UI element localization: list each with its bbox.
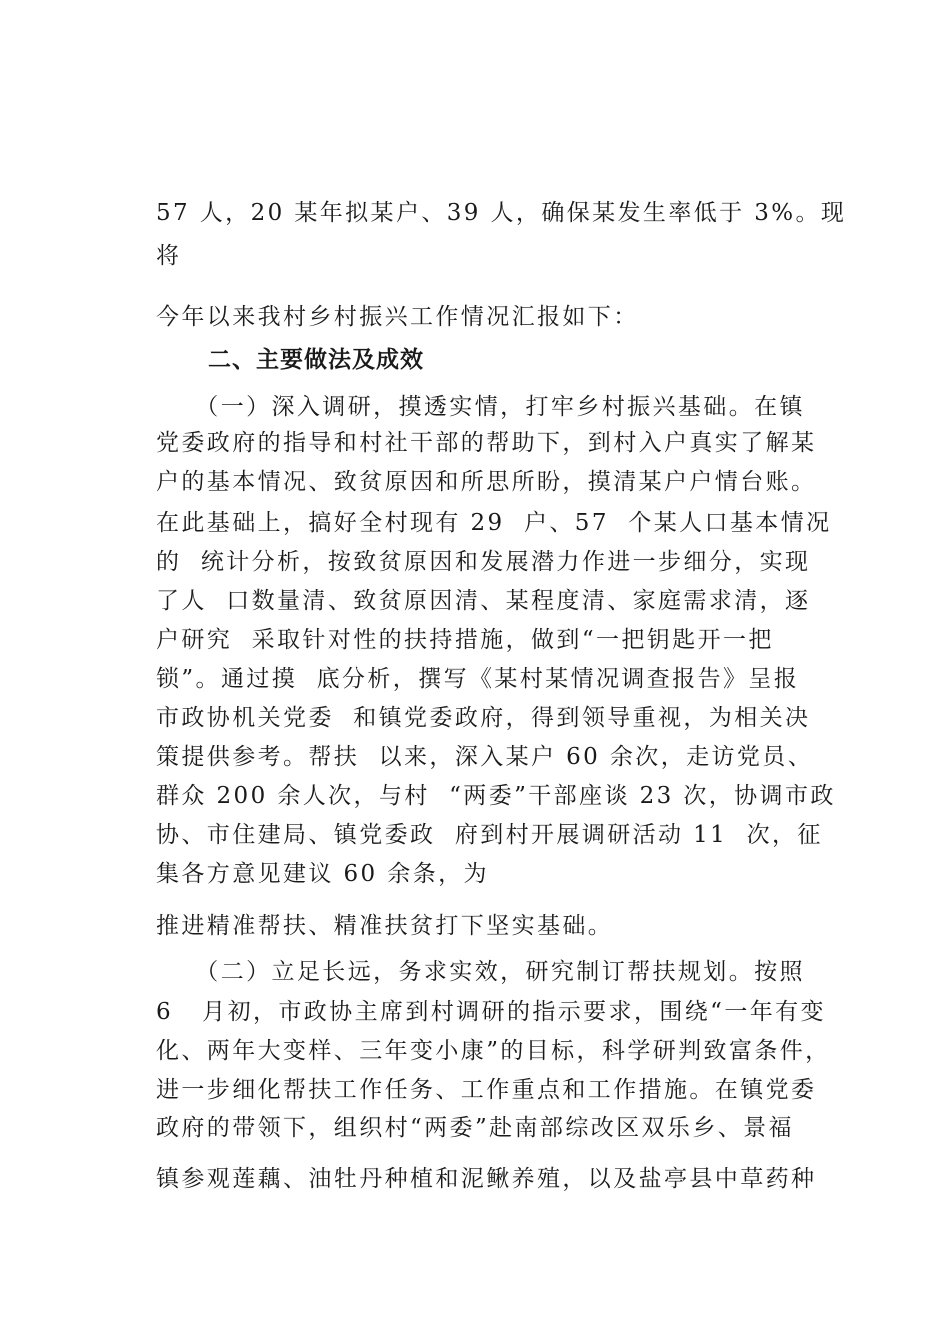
section-heading: 二、主要做法及成效 xyxy=(208,347,424,373)
paragraph-line: 锁”。通过摸 底分析，撰写《某村某情况调查报告》呈报 xyxy=(156,666,800,692)
paragraph-line: （二）立足长远，务求实效，研究制订帮扶规划。按照 xyxy=(156,959,805,985)
body-text-line: 今年以来我村乡村振兴工作情况汇报如下： xyxy=(156,304,639,330)
paragraph-line: 户研究 采取针对性的扶持措施，做到“一把钥匙开一把 xyxy=(156,627,774,653)
paragraph-line: 进一步细化帮扶工作任务、工作重点和工作措施。在镇党委 xyxy=(156,1077,817,1103)
paragraph-line: 了人 口数量清、致贫原因清、某程度清、家庭需求清，逐 xyxy=(156,588,811,614)
paragraph-line: 策提供参考。帮扶 以来，深入某户 60 余次，走访党员、 xyxy=(156,744,814,770)
paragraph-line: 的 统计分析，按致贫原因和发展潜力作进一步细分，实现 xyxy=(156,549,811,575)
paragraph-line: （一）深入调研，摸透实情，打牢乡村振兴基础。在镇 xyxy=(156,394,805,420)
paragraph-line: 协、市住建局、镇党委政 府到村开展调研活动 11 次，征 xyxy=(156,822,823,848)
paragraph-line: 6 月初，市政协主席到村调研的指示要求，围绕“一年有变 xyxy=(156,999,826,1025)
paragraph-line: 党委政府的指导和村社干部的帮助下，到村入户真实了解某 xyxy=(156,430,817,456)
body-text-line: 57 人，20 某年拟某户、39 人，确保某发生率低于 3%。现 xyxy=(156,200,847,226)
paragraph-line: 集各方意见建议 60 余条，为 xyxy=(156,861,489,887)
body-text-line: 将 xyxy=(156,243,182,269)
paragraph-line: 推进精准帮扶、精准扶贫打下坚实基础。 xyxy=(156,913,614,939)
paragraph-line: 镇参观莲藕、油牡丹种植和泥鳅养殖，以及盐亭县中草药种 xyxy=(156,1166,817,1192)
paragraph-line: 在此基础上，搞好全村现有 29 户、57 个某人口基本情况 xyxy=(156,510,832,536)
paragraph-line: 化、两年大变样、三年变小康”的目标，科学研判致富条件， xyxy=(156,1038,831,1064)
paragraph-line: 市政协机关党委 和镇党委政府，得到领导重视，为相关决 xyxy=(156,705,811,731)
paragraph-line: 政府的带领下，组织村“两委”赴南部综改区双乐乡、景福 xyxy=(156,1115,794,1141)
paragraph-line: 户的基本情况、致贫原因和所思所盼，摸清某户户情台账。 xyxy=(156,469,817,495)
paragraph-line: 群众 200 余人次，与村 “两委”干部座谈 23 次，协调市政 xyxy=(156,783,836,809)
